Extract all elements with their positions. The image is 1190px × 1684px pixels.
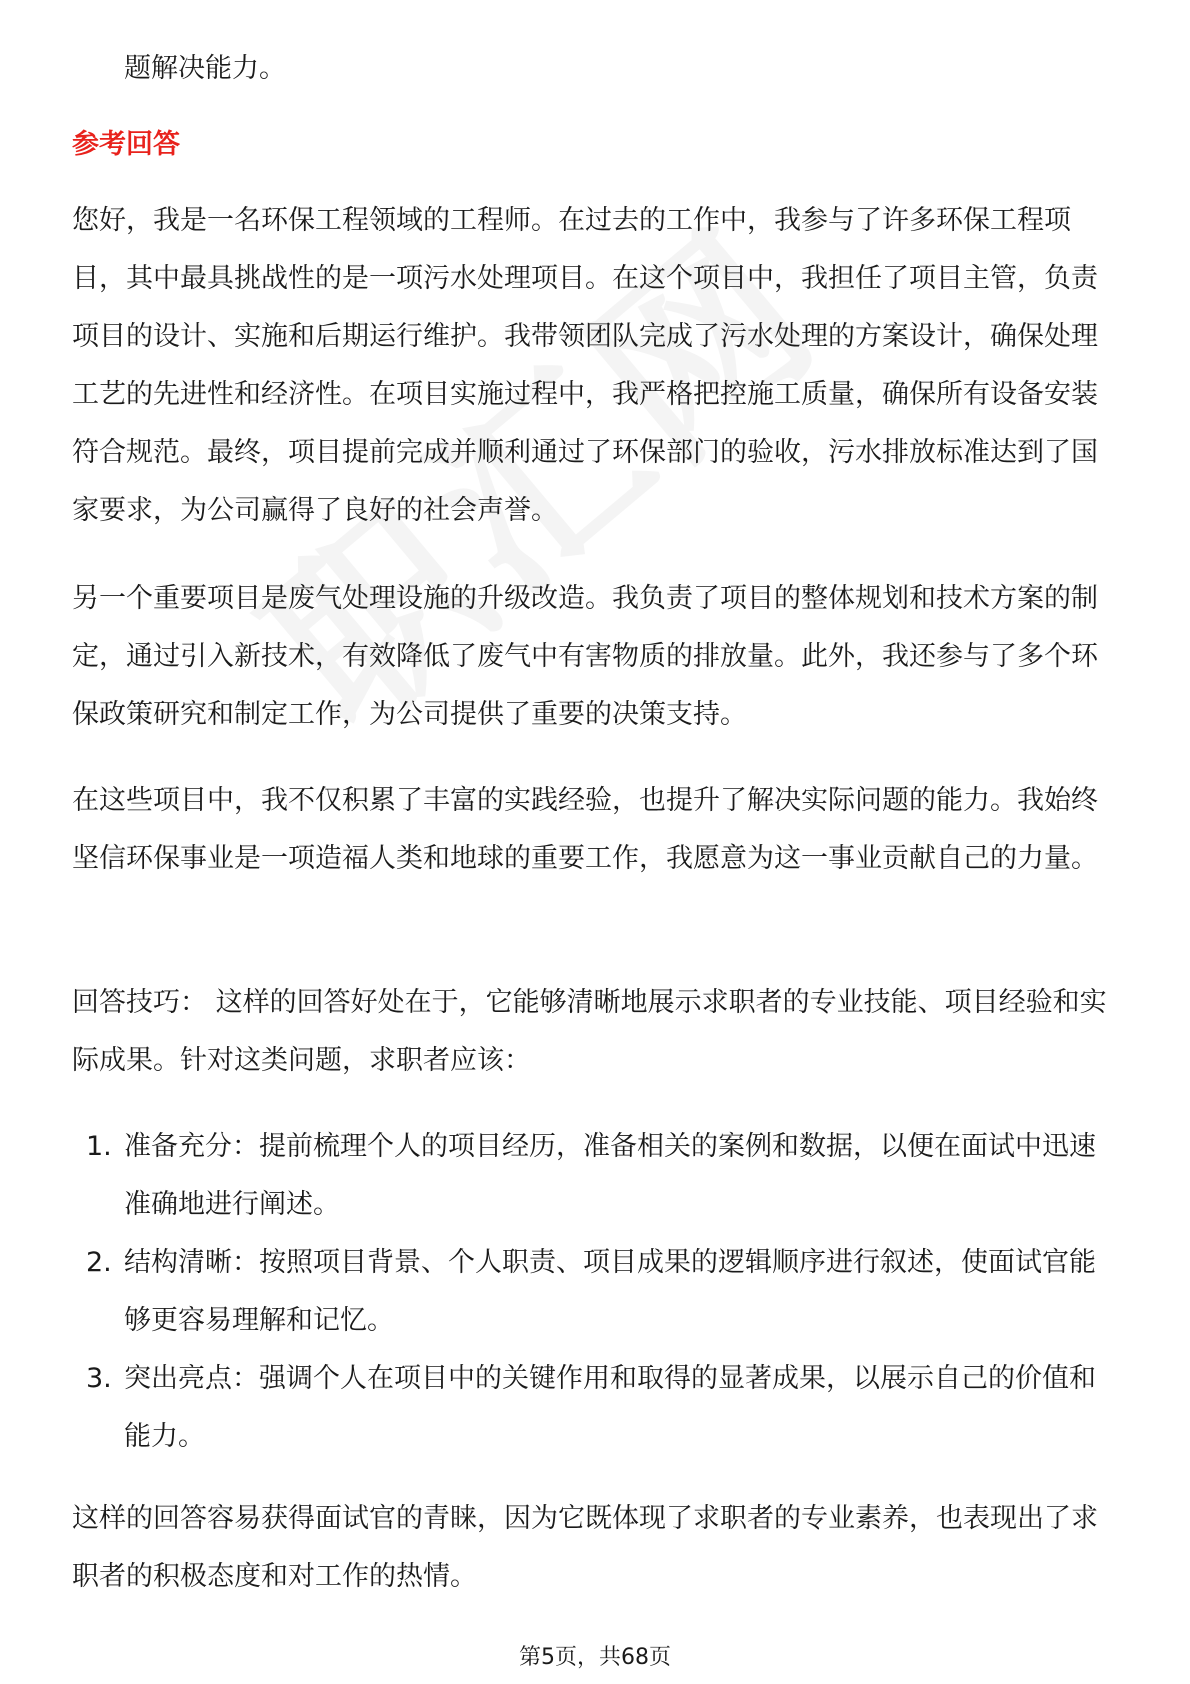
- tips-list: [72, 1118, 1122, 1466]
- list-text: 结构清晰：按照项目背景、个人职责、项目成果的逻辑顺序进行叙述，使面试官能够更容易理解和记忆。: [124, 1247, 1096, 1336]
- list-number: 2.: [86, 1247, 112, 1278]
- list-number: 3.: [86, 1363, 112, 1394]
- list-text: 准备充分：提前梳理个人的项目经历，准备相关的案例和数据，以便在面试中迅速准确地进行阐述。: [124, 1131, 1096, 1220]
- closing-paragraph: 这样的回答容易获得面试官的青睐，因为它既体现了求职者的专业素养，也表现出了求职者的积极态度和对工作的热情。: [72, 1503, 1098, 1592]
- page-number-footer: 第5页，共68页: [519, 1645, 671, 1670]
- list-number: 1.: [86, 1131, 112, 1162]
- section-heading: 参考回答: [72, 129, 180, 160]
- list-text: 突出亮点：强调个人在项目中的关键作用和取得的显著成果，以展示自己的价值和能力。: [124, 1363, 1096, 1452]
- paragraph-2: 另一个重要项目是废气处理设施的升级改造。我负责了项目的整体规划和技术方案的制定，通过引入新技术，有效降低了废气中有害物质的排放量。此外，我还参与了多个环保政策研究和制定工作，为公司提供了重要的决策支持。: [72, 583, 1098, 730]
- paragraph-3: 在这些项目中，我不仅积累了丰富的实践经验，也提升了解决实际问题的能力。我始终坚信环保事业是一项造福人类和地球的重要工作，我愿意为这一事业贡献自己的力量。: [72, 785, 1098, 874]
- list-item: [72, 1118, 1122, 1234]
- list-item: [72, 1234, 1122, 1350]
- paragraph-tips: 回答技巧： 这样的回答好处在于，它能够清晰地展示求职者的专业技能、项目经验和实际成果。针对这类问题，求职者应该：: [72, 987, 1107, 1076]
- continuation-text: 题解决能力。: [124, 53, 286, 84]
- paragraph-1: 您好，我是一名环保工程领域的工程师。在过去的工作中，我参与了许多环保工程项目，其中最具挑战性的是一项污水处理项目。在这个项目中，我担任了项目主管，负责项目的设计、实施和后期运行维护。我带领团队完成了污水处理的方案设计，确保处理工艺的先进性和经济性。在项目实施过程中，我严格把控施工质量，确保所有设备安装符合规范。最终，项目提前完成并顺利通过了环保部门的验收，污水排放标准达到了国家要求，为公司赢得了良好的社会声誉。: [72, 205, 1098, 526]
- list-item: [72, 1350, 1122, 1466]
